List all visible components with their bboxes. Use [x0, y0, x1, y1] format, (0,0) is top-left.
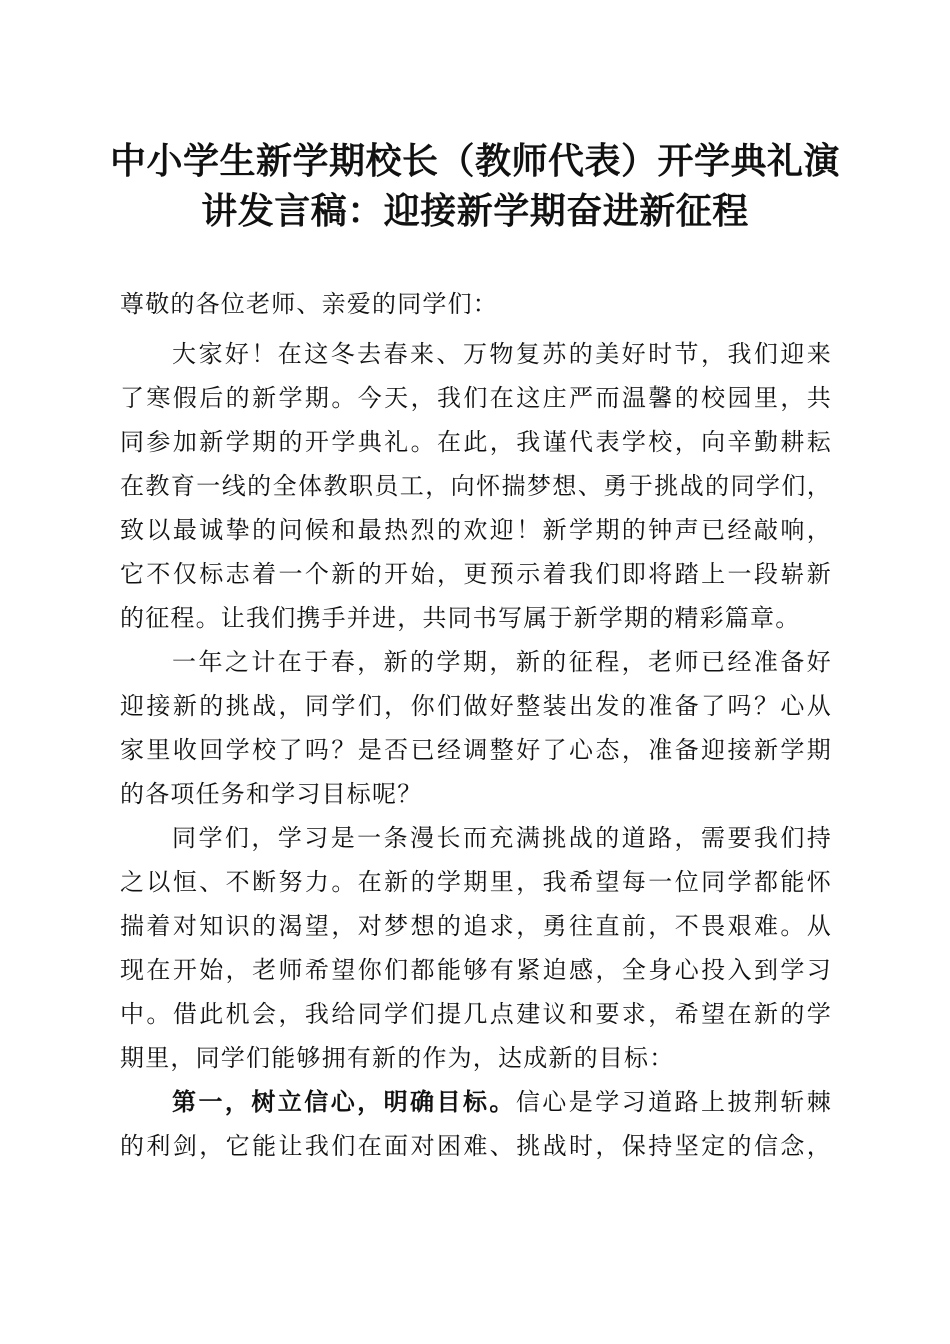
title-line-2: 讲发言稿：迎接新学期奋进新征程	[201, 190, 749, 232]
paragraph-line: 现在开始，老师希望你们都能够有紧迫感，全身心投入到学习	[120, 956, 832, 984]
paragraph-learning	[120, 816, 832, 1080]
paragraph-line: 的征程。让我们携手并进，共同书写属于新学期的精彩篇章。	[120, 604, 801, 632]
paragraph-line-text: 信心是学习道路上披荆斩棘	[515, 1088, 832, 1116]
paragraph-line: 了寒假后的新学期。今天，我们在这庄严而温馨的校园里，共	[120, 384, 832, 412]
paragraph-line: 它不仅标志着一个新的开始，更预示着我们即将踏上一段崭新	[120, 560, 832, 588]
document-title	[100, 136, 850, 236]
document-body	[120, 282, 832, 1168]
paragraph-line: 之以恒、不断努力。在新的学期里，我希望每一位同学都能怀	[120, 868, 832, 896]
paragraph-greeting	[120, 332, 832, 640]
title-line-1: 中小学生新学期校长（教师代表）开学典礼演	[109, 140, 840, 182]
paragraph-line: 致以最诚挚的问候和最热烈的欢迎！新学期的钟声已经敲响，	[120, 516, 832, 544]
paragraph-line: 揣着对知识的渴望，对梦想的追求，勇往直前，不畏艰难。从	[120, 912, 832, 940]
paragraph-line: 同学们，学习是一条漫长而充满挑战的道路，需要我们持	[172, 824, 832, 852]
paragraph-line: 的各项任务和学习目标呢？	[120, 780, 423, 808]
paragraph-line: 中。借此机会，我给同学们提几点建议和要求，希望在新的学	[120, 1000, 832, 1028]
salutation: 尊敬的各位老师、亲爱的同学们：	[120, 290, 498, 318]
paragraph-line: 大家好！在这冬去春来、万物复苏的美好时节，我们迎来	[172, 340, 832, 368]
paragraph-line: 同参加新学期的开学典礼。在此，我谨代表学校，向辛勤耕耘	[120, 428, 832, 456]
paragraph-line: 在教育一线的全体教职员工，向怀揣梦想、勇于挑战的同学们，	[120, 472, 832, 500]
paragraph-line: 的利剑，它能让我们在面对困难、挑战时，保持坚定的信念，	[120, 1132, 832, 1160]
paragraph-line: 家里收回学校了吗？是否已经调整好了心态，准备迎接新学期	[120, 736, 832, 764]
point-heading: 第一，树立信心，明确目标。	[172, 1087, 516, 1116]
paragraph-first-point	[120, 1080, 832, 1168]
paragraph-line: 迎接新的挑战，同学们，你们做好整装出发的准备了吗？心从	[120, 692, 832, 720]
paragraph-line: 期里，同学们能够拥有新的作为，达成新的目标：	[120, 1044, 675, 1072]
paragraph-line: 一年之计在于春，新的学期，新的征程，老师已经准备好	[172, 648, 832, 676]
paragraph-spring	[120, 640, 832, 816]
paragraph-line	[120, 1080, 832, 1124]
